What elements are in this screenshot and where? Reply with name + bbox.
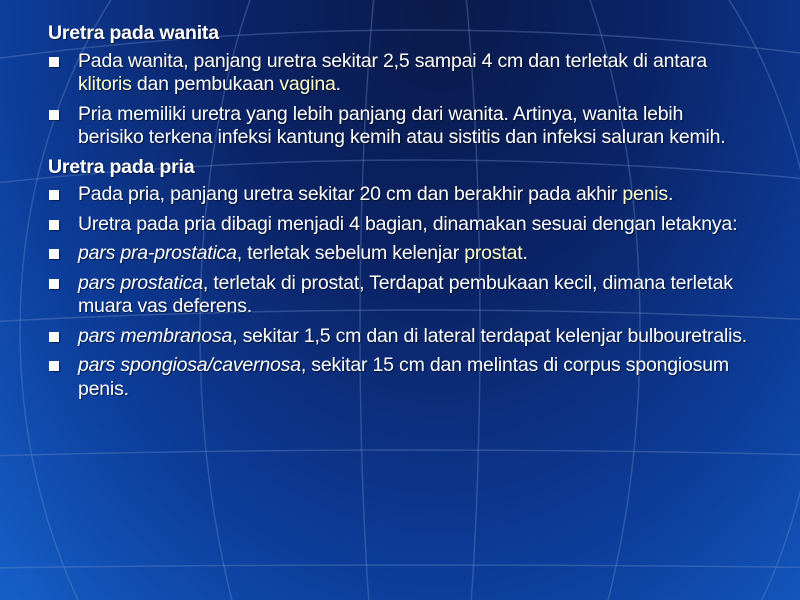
square-bullet-icon <box>49 220 59 230</box>
square-bullet-icon <box>49 361 59 371</box>
square-bullet-icon <box>49 332 59 342</box>
link-prostat[interactable]: prostat <box>464 242 523 264</box>
bullet-item: Pria memiliki uretra yang lebih panjang dari wanita. Artinya, wanita lebih berisiko terkena infeksi kantung kemih atau sistitis dan infeksi saluran kemih. <box>48 103 748 150</box>
bullet-item: pars prostatica, terletak di prostat, Terdapat pembukaan kecil, dimana terletak muara vas deferens. <box>48 272 748 319</box>
heading-female-urethra: Uretra pada wanita <box>48 22 219 44</box>
bullet-item: pars spongiosa/cavernosa, sekitar 15 cm dan melintas di corpus spongiosum penis. <box>48 354 748 401</box>
link-klitoris[interactable]: klitoris <box>78 73 132 95</box>
slide-content <box>48 20 748 407</box>
term-pars-pra-prostatica: pars pra-prostatica <box>78 242 237 264</box>
term-pars-spongiosa-cavernosa: pars spongiosa/cavernosa <box>78 354 301 376</box>
square-bullet-icon <box>49 249 59 259</box>
bullet-item: pars pra-prostatica, terletak sebelum kelenjar prostat. <box>48 242 748 266</box>
bullet-item: pars membranosa, sekitar 1,5 cm dan di lateral terdapat kelenjar bulbouretralis. <box>48 325 748 349</box>
term-pars-membranosa: pars membranosa <box>78 324 233 347</box>
square-bullet-icon <box>49 190 59 200</box>
heading-male-urethra: Uretra pada pria <box>48 155 195 178</box>
square-bullet-icon <box>49 110 59 120</box>
bullet-item: Uretra pada pria dibagi menjadi 4 bagian, dinamakan sesuai dengan letaknya: <box>48 213 748 237</box>
link-penis[interactable]: penis <box>622 183 668 205</box>
link-vagina[interactable]: vagina <box>279 73 336 95</box>
bullet-item: Pada wanita, panjang uretra sekitar 2,5 sampai 4 cm dan terletak di antara klitoris dan pembukaan vagina. <box>48 50 748 97</box>
square-bullet-icon <box>49 57 59 67</box>
square-bullet-icon <box>49 279 59 289</box>
term-pars-prostatica: pars prostatica <box>78 271 203 294</box>
bullet-item: Pada pria, panjang uretra sekitar 20 cm dan berakhir pada akhir penis. <box>48 183 748 207</box>
